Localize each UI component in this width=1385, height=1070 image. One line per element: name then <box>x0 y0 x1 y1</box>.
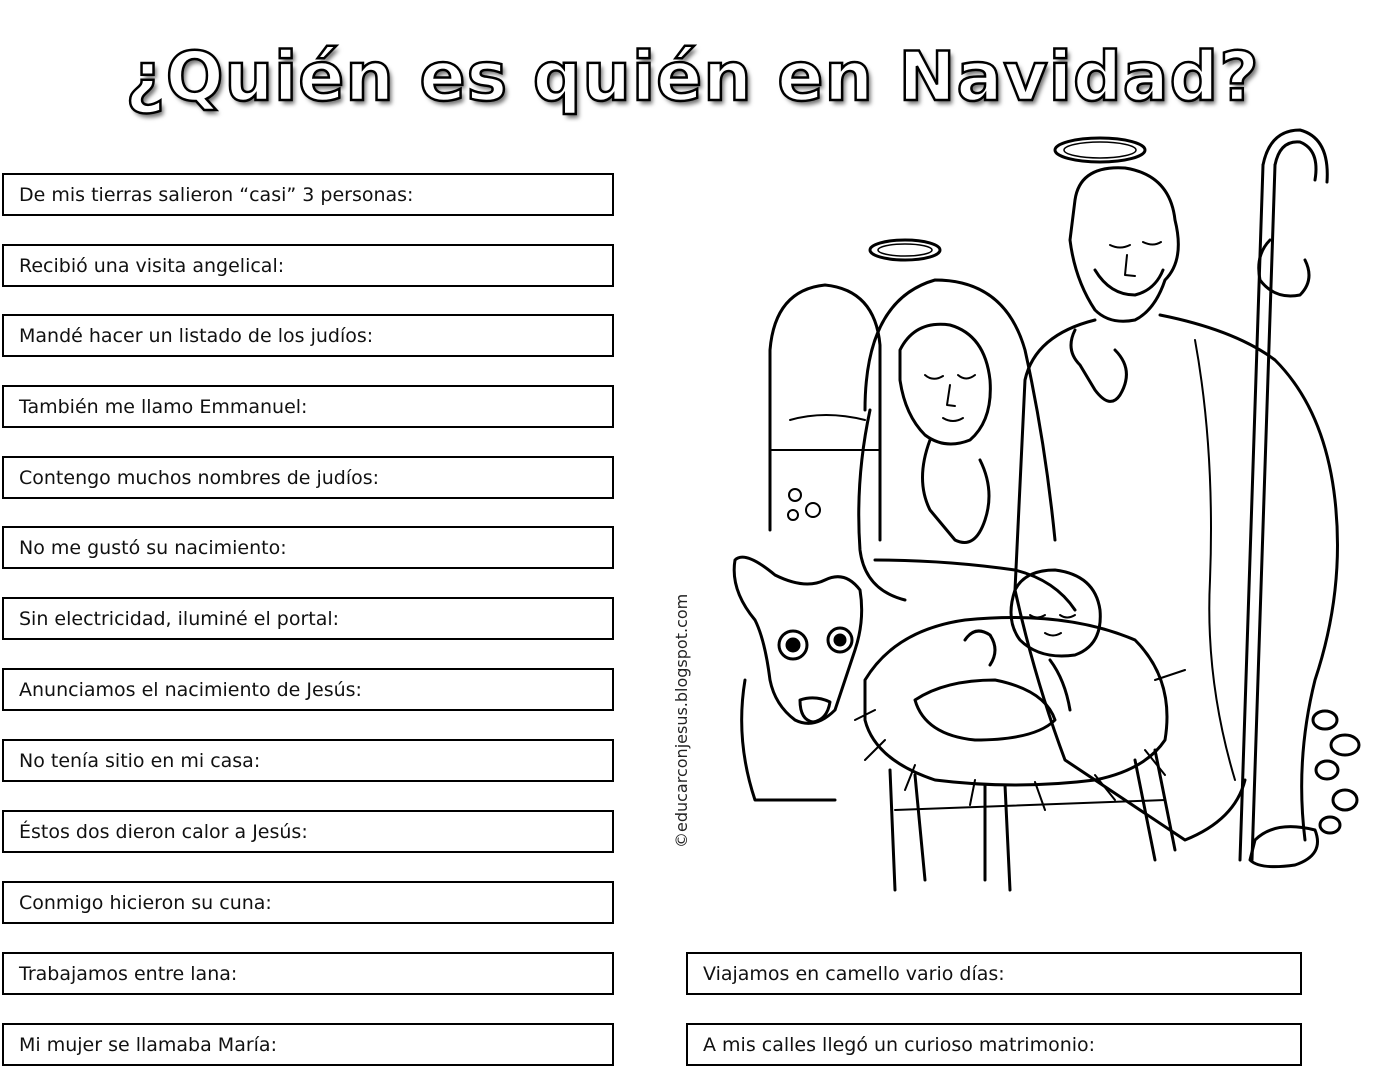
clue-box-5[interactable]: Contengo muchos nombres de judíos: <box>2 456 614 499</box>
credit-text: ©educarconjesus.blogspot.com <box>672 593 691 848</box>
clue-box-14[interactable]: Viajamos en camello vario días: <box>686 952 1302 995</box>
clue-box-15[interactable]: A mis calles llegó un curioso matrimonio: <box>686 1023 1302 1066</box>
clue-box-3[interactable]: Mandé hacer un listado de los judíos: <box>2 314 614 357</box>
clue-box-9[interactable]: No tenía sitio en mi casa: <box>2 739 614 782</box>
nativity-illustration <box>715 120 1365 920</box>
clue-box-4[interactable]: También me llamo Emmanuel: <box>2 385 614 428</box>
clue-box-2[interactable]: Recibió una visita angelical: <box>2 244 614 287</box>
clue-box-1[interactable]: De mis tierras salieron “casi” 3 personas: <box>2 173 614 216</box>
clue-box-13[interactable]: Mi mujer se llamaba María: <box>2 1023 614 1066</box>
clue-box-10[interactable]: Éstos dos dieron calor a Jesús: <box>2 810 614 853</box>
page-title: ¿Quién es quién en Navidad? <box>125 38 1260 117</box>
clue-box-7[interactable]: Sin electricidad, iluminé el portal: <box>2 597 614 640</box>
clue-box-11[interactable]: Conmigo hicieron su cuna: <box>2 881 614 924</box>
clue-box-6[interactable]: No me gustó su nacimiento: <box>2 526 614 569</box>
clue-box-12[interactable]: Trabajamos entre lana: <box>2 952 614 995</box>
clue-box-8[interactable]: Anunciamos el nacimiento de Jesús: <box>2 668 614 711</box>
